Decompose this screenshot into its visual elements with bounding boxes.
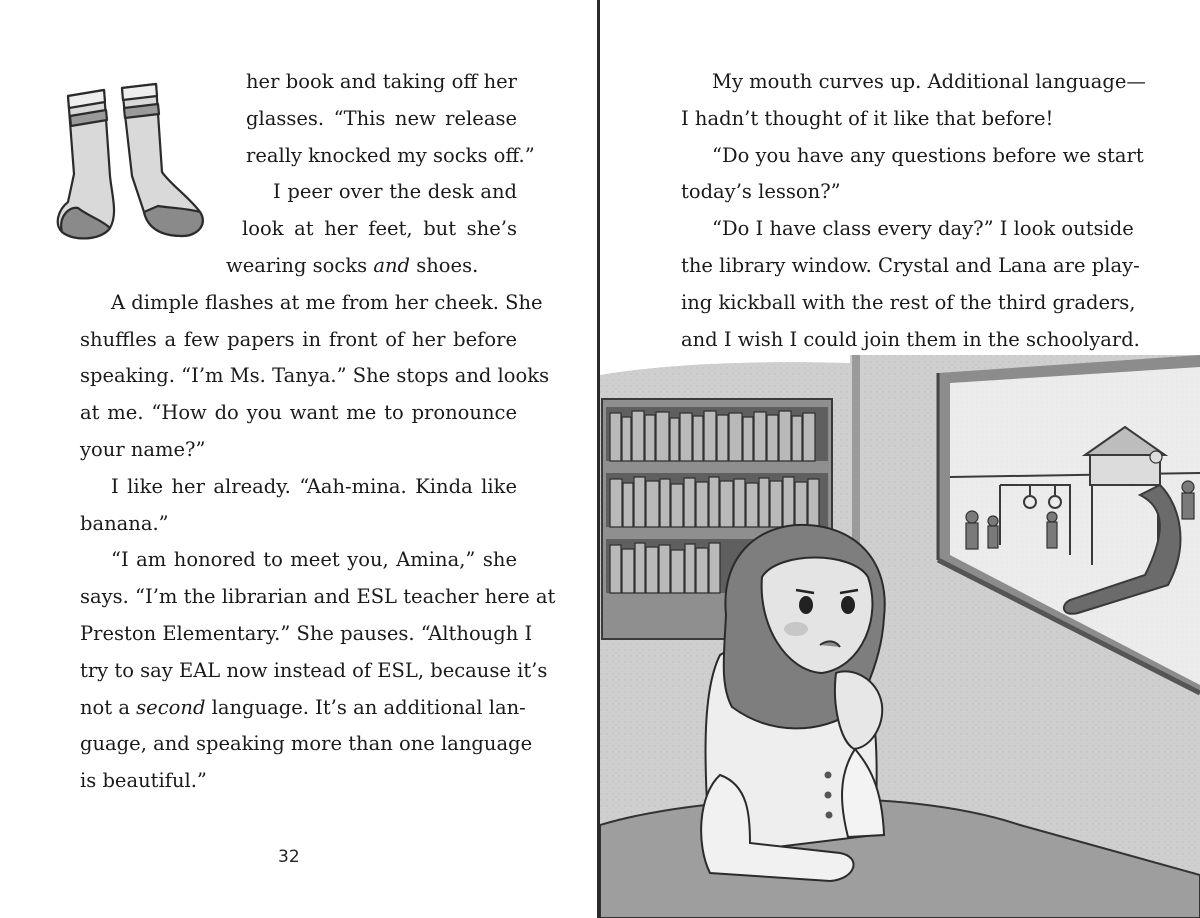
left-page — [0, 0, 598, 918]
text-line: A dimple flashes at me from her cheek. She — [111, 290, 543, 314]
text-line: ing kickball with the rest of the third graders, — [681, 290, 1136, 314]
text-line: glasses. “This new release — [246, 106, 517, 130]
text-line: try to say EAL now instead of ESL, because it’s — [80, 658, 548, 682]
page-number: 32 — [278, 847, 300, 867]
text-line: shuffles a few papers in front of her before — [80, 327, 517, 351]
text-line: I peer over the desk and — [273, 180, 517, 204]
body-text — [681, 64, 1146, 358]
text-line: really knocked my socks off.” — [246, 143, 535, 167]
right-page — [600, 0, 1200, 918]
text-line: your name?” — [80, 437, 206, 461]
text-line: “Do I have class every day?” I look outside — [712, 217, 1134, 241]
wrap-text-indented — [242, 174, 517, 248]
wrap-text-last — [226, 248, 517, 285]
text-line: wearing socks and shoes. — [226, 254, 479, 277]
text-line: My mouth curves up. Additional language— — [712, 70, 1146, 93]
text-line: “I am honored to meet you, Amina,” she — [111, 548, 517, 572]
amina-library-window-illustration — [600, 355, 1200, 918]
text-line: look at her feet, but she’s — [242, 217, 517, 241]
text-line: at me. “How do you want me to pronounce — [80, 401, 517, 425]
text-line: Preston Elementary.” She pauses. “Although I — [80, 621, 533, 645]
text-line: guage, and speaking more than one language — [80, 732, 533, 756]
text-line: speaking. “I’m Ms. Tanya.” She stops and looks — [80, 364, 550, 388]
text-line: and I wish I could join them in the schoolyard. — [681, 327, 1140, 351]
text-line: I like her already. “Aah-mina. Kinda like — [111, 474, 517, 498]
socks-icon — [52, 80, 212, 245]
text-line: “Do you have any questions before we start — [712, 143, 1144, 167]
text-line: is beautiful.” — [80, 769, 207, 793]
text-line: her book and taking off her — [246, 70, 517, 93]
wrap-text — [246, 64, 535, 174]
body-text — [80, 285, 556, 800]
text-line: says. “I’m the librarian and ESL teacher here at — [80, 585, 556, 609]
text-line: the library window. Crystal and Lana are play- — [681, 253, 1140, 277]
text-line: today’s lesson?” — [681, 180, 841, 204]
text-line: banana.” — [80, 511, 169, 535]
text-line: not a second language. It’s an additional lan- — [80, 695, 526, 719]
text-line: I hadn’t thought of it like that before! — [681, 106, 1054, 130]
